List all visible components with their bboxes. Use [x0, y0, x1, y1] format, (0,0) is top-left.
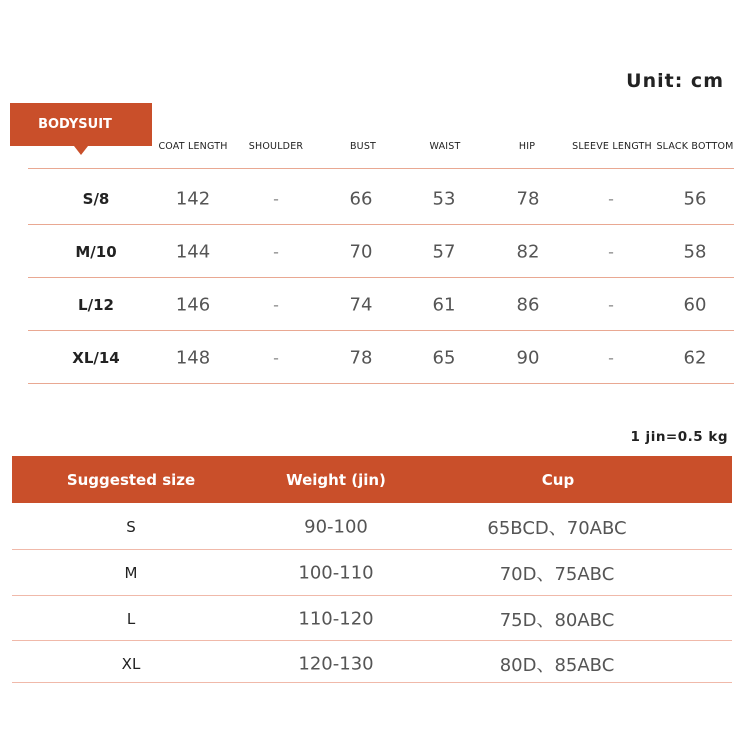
header-slack-bottom: SLACK BOTTOM	[656, 141, 734, 152]
table-row	[0, 331, 750, 384]
sleeve-length-cell: -	[608, 295, 614, 314]
bodysuit-tag: BODYSUIT	[10, 103, 152, 146]
hip-cell: 86	[516, 294, 540, 315]
slack-bottom-cell: 58	[683, 241, 707, 262]
table-header	[12, 456, 732, 503]
header-waist: WAIST	[429, 141, 461, 152]
bust-cell: 78	[349, 347, 373, 368]
tag-pointer-icon	[74, 146, 88, 155]
conversion-note: 1 jin=0.5 kg	[630, 429, 728, 445]
unit-label: Unit: cm	[626, 70, 724, 92]
sleeve-length-cell: -	[608, 189, 614, 208]
row-divider	[28, 383, 734, 384]
row-divider	[28, 168, 734, 169]
table-row	[0, 504, 750, 549]
size-cell: M	[124, 563, 138, 582]
slack-bottom-cell: 60	[683, 294, 707, 315]
table-row	[0, 596, 750, 641]
bust-cell: 66	[349, 188, 373, 209]
header-sleeve-length: SLEEVE LENGTH	[572, 141, 652, 152]
table-row	[0, 550, 750, 595]
bust-cell: 74	[349, 294, 373, 315]
coat-length-cell: 146	[175, 294, 211, 315]
shoulder-cell: -	[273, 242, 279, 261]
table-row	[0, 225, 750, 278]
shoulder-cell: -	[273, 348, 279, 367]
header-cup: Cup	[541, 470, 575, 489]
size-cell: S	[126, 517, 136, 536]
weight-cell: 110-120	[298, 608, 374, 629]
weight-cell: 120-130	[298, 653, 374, 674]
cup-cell: 75D、80ABC	[499, 609, 615, 631]
table-row	[0, 172, 750, 225]
bust-cell: 70	[349, 241, 373, 262]
header-bust: BUST	[349, 141, 377, 152]
header-shoulder: SHOULDER	[248, 141, 304, 152]
header-suggested-size: Suggested size	[66, 470, 196, 489]
weight-cell: 100-110	[298, 562, 374, 583]
shoulder-cell: -	[273, 295, 279, 314]
header-weight: Weight (jin)	[286, 470, 386, 489]
waist-cell: 57	[432, 241, 456, 262]
table-row	[0, 641, 750, 686]
hip-cell: 82	[516, 241, 540, 262]
hip-cell: 78	[516, 188, 540, 209]
table-row	[0, 278, 750, 331]
size-cell: XL	[121, 654, 141, 673]
header-coat-length: COAT LENGTH	[158, 141, 228, 152]
coat-length-cell: 142	[175, 188, 211, 209]
coat-length-cell: 148	[175, 347, 211, 368]
size-cell: XL/14	[72, 348, 120, 367]
weight-cell: 90-100	[304, 516, 368, 537]
waist-cell: 53	[432, 188, 456, 209]
size-cell: L	[126, 609, 136, 628]
size-cell: S/8	[82, 189, 110, 208]
size-cell: M/10	[75, 242, 117, 261]
row-divider	[12, 682, 732, 683]
slack-bottom-cell: 56	[683, 188, 707, 209]
hip-cell: 90	[516, 347, 540, 368]
size-cell: L/12	[78, 295, 114, 314]
slack-bottom-cell: 62	[683, 347, 707, 368]
header-hip: HIP	[518, 141, 536, 152]
cup-cell: 70D、75ABC	[499, 563, 615, 585]
waist-cell: 61	[432, 294, 456, 315]
sleeve-length-cell: -	[608, 348, 614, 367]
coat-length-cell: 144	[175, 241, 211, 262]
cup-cell: 80D、85ABC	[499, 654, 615, 676]
waist-cell: 65	[432, 347, 456, 368]
sleeve-length-cell: -	[608, 242, 614, 261]
cup-cell: 65BCD、70ABC	[487, 517, 627, 539]
shoulder-cell: -	[273, 189, 279, 208]
